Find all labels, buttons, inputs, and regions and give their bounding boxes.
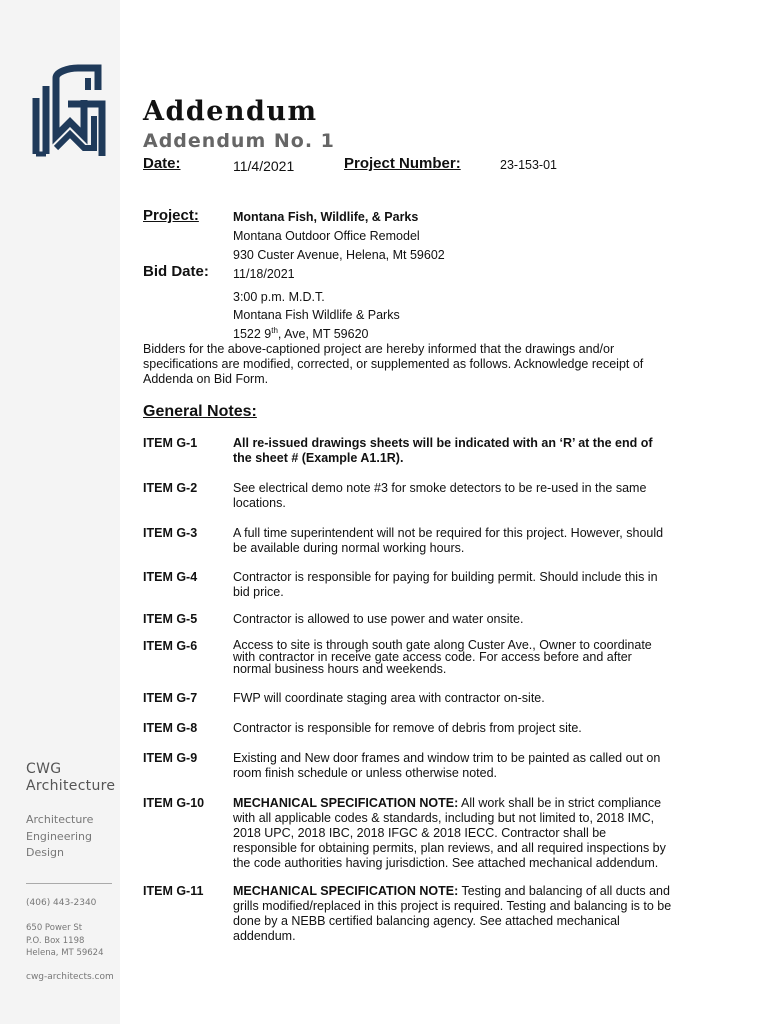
bid-address-street: 1522 9 [233,327,272,342]
item-code: ITEM G-10 [143,796,205,810]
item-text: Contractor is responsible for paying for building permit. Should include this in bid price. [233,570,658,599]
bid-time: 3:00 p.m. M.D.T. [233,290,325,304]
date-label: Date: [143,155,181,172]
firm-name-line-1: CWG [26,761,62,777]
item-code: ITEM G-1 [143,436,198,450]
bid-date-value: 11/18/2021 [233,267,295,281]
item-code: ITEM G-11 [143,884,204,898]
intro-paragraph: Bidders for the above-captioned project are hereby informed that the drawings and/or specifications are modified, corrected, or supplemented as follows. Acknowledge receipt of Addenda on Bid Form. [143,342,644,386]
bid-date-label: Bid Date: [143,263,209,280]
item-text: A full time superintendent will not be required for this project. However, should be available during normal working hours. [233,526,664,555]
item-body: All work shall be in strict compliance with all applicable codes & standards, including but not limited to, 2018 IMC, 2018 UPC, 2018 IBC, 2018 IFGC & 2018 IECC. Contractor shall be responsible for obtaining permits, plan reviews, and all required inspections by the code authorities having jurisdiction. See attached mechanical addendum. [233,796,666,870]
item-code: ITEM G-7 [143,691,198,705]
firm-name [26,761,115,795]
mailing-address [26,922,103,960]
project-label: Project: [143,207,199,224]
document-title: Addendum [143,96,318,127]
project-description: Montana Outdoor Office Remodel [233,229,420,243]
item-text [233,884,673,944]
bid-location-address [233,326,368,341]
website-link[interactable]: cwg-architects.com [26,972,114,982]
item-lead: MECHANICAL SPECIFICATION NOTE: [233,884,459,898]
cwg-logo-icon [28,64,106,162]
date-value: 11/4/2021 [233,158,295,174]
item-text: FWP will coordinate staging area with contractor on-site. [233,691,545,705]
project-number-value: 23-153-01 [500,158,557,172]
bid-location: Montana Fish Wildlife & Parks [233,308,400,322]
bid-address-superscript: th [271,326,278,335]
item-code: ITEM G-5 [143,612,198,626]
project-name: Montana Fish, Wildlife, & Parks [233,210,419,224]
item-code: ITEM G-9 [143,751,198,765]
item-code: ITEM G-4 [143,570,198,584]
item-text: See electrical demo note #3 for smoke detectors to be re-used in the same locations. [233,481,647,510]
discipline-item: Architecture [26,813,94,826]
item-text: Contractor is allowed to use power and water onsite. [233,612,524,626]
discipline-item: Design [26,846,64,859]
address-line: P.O. Box 1198 [26,935,85,946]
sidebar [0,0,120,1024]
item-code: ITEM G-2 [143,481,198,495]
discipline-item: Engineering [26,829,92,843]
address-line: 650 Power St [26,923,83,933]
sidebar-divider [26,883,112,884]
item-body: Testing and balancing of all ducts and grills modified/replaced in this project is required. Testing and balancing is to be done by a NEBB certified balancing agency. See attached mechanical addendum. [233,884,672,943]
item-code: ITEM G-8 [143,721,198,735]
phone-number: (406) 443-2340 [26,898,97,908]
item-text: Contractor is responsible for remove of debris from project site. [233,721,582,735]
project-address: 930 Custer Avenue, Helena, Mt 59602 [233,248,445,262]
bid-address-city: , Ave, MT 59620 [277,327,369,342]
firm-name-line-2: Architecture [26,778,116,794]
item-text: All re-issued drawings sheets will be indicated with an ‘R’ at the end of the sheet # (Example A1.1R). [233,436,653,465]
item-text: Access to site is through south gate along Custer Ave., Owner to coordinate with contractor in receive gate access code. For access before and after normal business hours and weekends. [233,638,652,676]
item-text: Existing and New door frames and window trim to be painted as called out on room finish schedule or unless otherwise noted. [233,751,661,780]
project-number-label: Project Number: [344,155,461,172]
general-notes-heading: General Notes: [143,403,257,420]
address-line: Helena, MT 59624 [26,948,104,958]
item-code: ITEM G-6 [143,639,198,653]
item-lead: MECHANICAL SPECIFICATION NOTE: [233,796,459,810]
item-code: ITEM G-3 [143,526,198,540]
disciplines-list [26,812,93,862]
addendum-number: Addendum No. 1 [143,130,335,152]
item-text [233,796,673,871]
